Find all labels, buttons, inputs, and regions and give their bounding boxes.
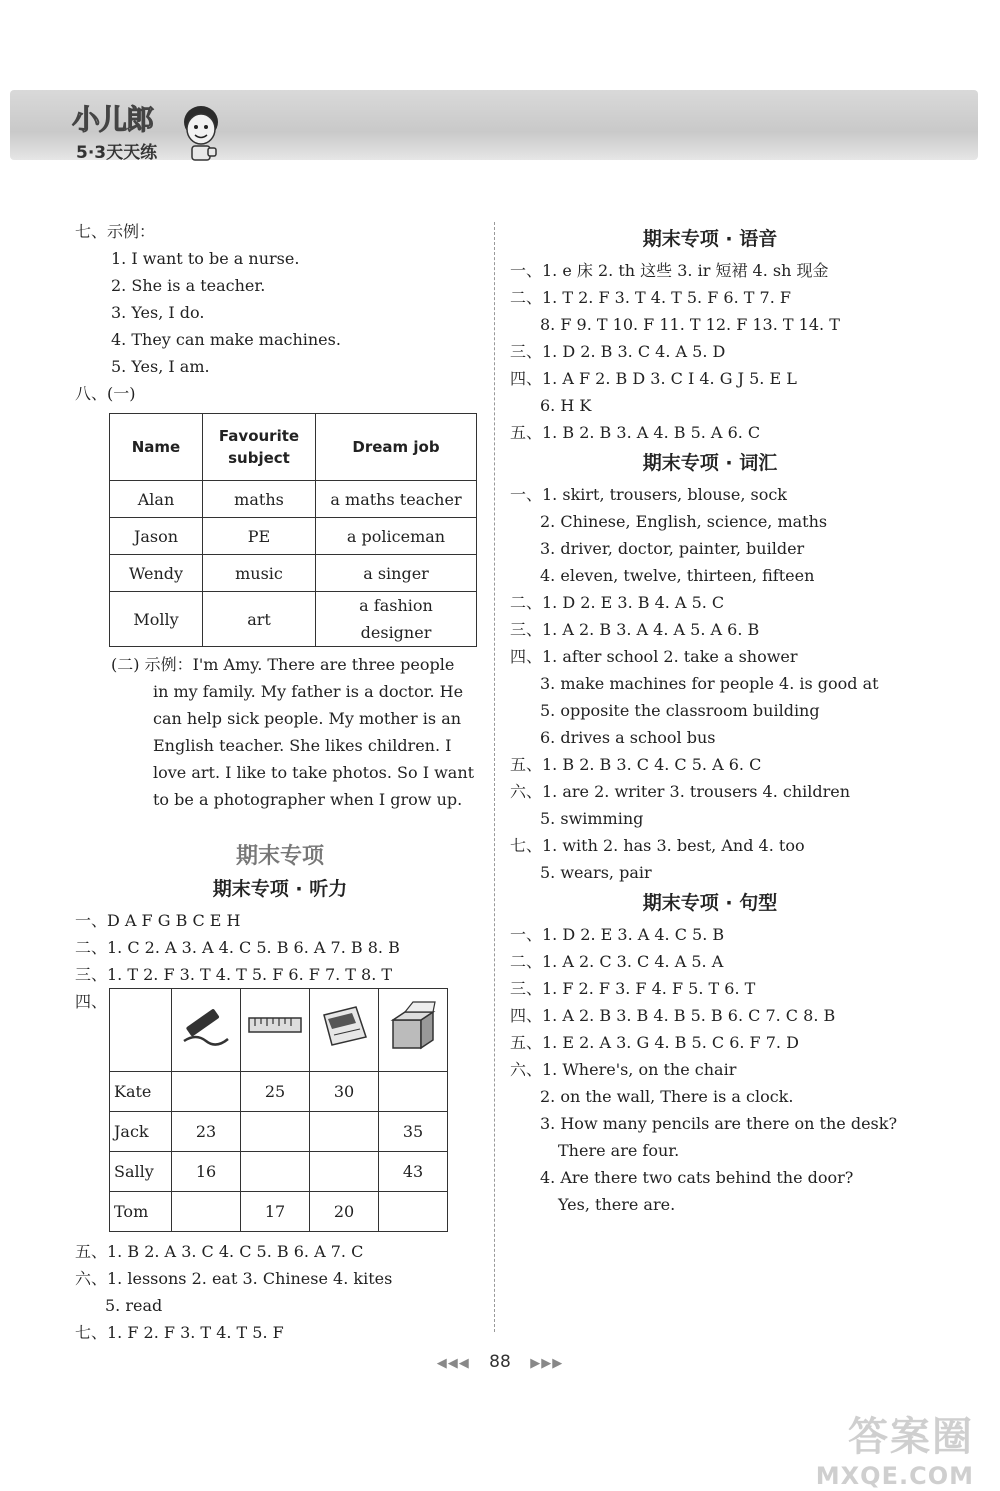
table-cell: Tom	[110, 1192, 172, 1232]
answer-line: 三、1. D 2. B 3. C 4. A 5. D	[510, 342, 726, 361]
answer-line: 六、1. are 2. writer 3. trousers 4. children	[510, 782, 851, 801]
stationery-table	[109, 988, 448, 1232]
box-icon	[385, 998, 441, 1054]
table-cell: 25	[241, 1072, 310, 1112]
answer-line: 三、1. A 2. B 3. A 4. A 5. A 6. B	[510, 620, 760, 639]
answer-line: 3. Yes, I do.	[111, 303, 205, 322]
watermark-url: MXQE.COM	[815, 1462, 974, 1490]
page-footer	[0, 1352, 1000, 1372]
left-arrows-icon: ◀◀◀	[436, 1356, 470, 1371]
table-row	[110, 1112, 448, 1152]
table-cell: maths	[203, 481, 316, 518]
answer-line: 5. Yes, I am.	[111, 357, 210, 376]
section-7-heading: 七、示例：	[75, 222, 156, 241]
book-icon	[316, 1001, 372, 1051]
dream-job-table	[109, 413, 477, 647]
table-row	[110, 555, 477, 592]
table-cell: a policeman	[316, 518, 477, 555]
phonics-title: 期末专项 · 语音	[642, 228, 778, 250]
answer-line: 二、1. D 2. E 3. B 4. A 5. C	[510, 593, 725, 612]
answer-line: 七、1. with 2. has 3. best, And 4. too	[510, 836, 805, 855]
answer-line: 六、1. Where's, on the chair	[510, 1060, 737, 1079]
answer-line: 3. driver, doctor, painter, builder	[540, 539, 805, 558]
answer-line: 一、1. skirt, trousers, blouse, sock	[510, 485, 788, 504]
column-divider	[494, 222, 495, 1332]
watermark	[816, 1405, 974, 1490]
answer-line: 8. F 9. T 10. F 11. T 12. F 13. T 14. T	[540, 315, 840, 334]
answer-line: 四、1. A 2. B 3. B 4. B 5. B 6. C 7. C 8. B	[510, 1006, 836, 1025]
table-cell: a fashion designer	[316, 592, 477, 647]
answer-line: 五、1. B 2. B 3. A 4. B 5. A 6. C	[510, 423, 761, 442]
answer-line: 四、1. after school 2. take a shower	[510, 647, 798, 666]
paragraph-line: in my family. My father is a doctor. He	[153, 682, 464, 701]
table-cell: music	[203, 555, 316, 592]
answer-line: 5. read	[105, 1296, 163, 1315]
table-cell: 20	[310, 1192, 379, 1232]
paragraph-line: can help sick people. My mother is an	[153, 709, 462, 728]
table-cell	[241, 989, 310, 1072]
answer-line: 2. She is a teacher.	[111, 276, 266, 295]
answer-line: 3. make machines for people 4. is good at	[540, 674, 879, 693]
answer-line: 二、1. T 2. F 3. T 4. T 5. F 6. T 7. F	[510, 288, 791, 307]
answer-line: Yes, there are.	[558, 1195, 676, 1214]
table-cell	[310, 989, 379, 1072]
table-cell: Wendy	[110, 555, 203, 592]
section-4-label: 四、	[75, 992, 108, 1011]
answer-line: 5. opposite the classroom building	[540, 701, 820, 720]
answer-line: 4. They can make machines.	[111, 330, 341, 349]
answer-line: 一、1. D 2. E 3. A 4. C 5. B	[510, 925, 725, 944]
paragraph-line: love art. I like to take photos. So I want	[153, 763, 475, 782]
answer-line: 一、1. e 床 2. th 这些 3. ir 短裙 4. sh 现金	[510, 261, 829, 280]
page-number: 88	[489, 1352, 511, 1372]
ruler-icon	[245, 1006, 305, 1046]
table-cell: PE	[203, 518, 316, 555]
brand-name: 小儿郎	[72, 103, 154, 136]
answer-line: There are four.	[558, 1141, 680, 1160]
boy-mascot-icon	[178, 102, 224, 162]
table-cell: Molly	[110, 592, 203, 647]
answer-line: 五、1. B 2. B 3. C 4. C 5. A 6. C	[510, 755, 762, 774]
table-cell	[310, 1152, 379, 1192]
table-cell: a maths teacher	[316, 481, 477, 518]
table-cell	[310, 1112, 379, 1152]
table-row	[110, 1152, 448, 1192]
table-cell: 17	[241, 1192, 310, 1232]
answer-line: 二、1. C 2. A 3. A 4. C 5. B 6. A 7. B 8. B	[75, 938, 400, 957]
table-row	[110, 1192, 448, 1232]
table-cell: Kate	[110, 1072, 172, 1112]
table-cell: art	[203, 592, 316, 647]
table-cell	[379, 1192, 448, 1232]
table-cell	[172, 1072, 241, 1112]
answer-line: 5. swimming	[540, 809, 644, 828]
answer-line: 1. I want to be a nurse.	[111, 249, 300, 268]
vocabulary-title: 期末专项 · 词汇	[642, 452, 778, 474]
answer-line: 三、1. T 2. F 3. T 4. T 5. F 6. F 7. T 8. T	[75, 965, 393, 984]
table-cell	[241, 1112, 310, 1152]
answer-line: 2. Chinese, English, science, maths	[540, 512, 828, 531]
answer-line: 2. on the wall, There is a clock.	[540, 1087, 794, 1106]
section-8-heading: 八、(一)	[75, 384, 136, 403]
right-arrows-icon: ▶▶▶	[530, 1356, 564, 1371]
table-cell	[172, 1192, 241, 1232]
table-cell	[110, 989, 172, 1072]
table-row	[110, 518, 477, 555]
table-cell: 43	[379, 1152, 448, 1192]
answer-line: 五、1. E 2. A 3. G 4. B 5. C 6. F 7. D	[510, 1033, 799, 1052]
table-cell	[379, 989, 448, 1072]
table-cell: Sally	[110, 1152, 172, 1192]
answer-line: 5. wears, pair	[540, 863, 652, 882]
brand-logo	[70, 98, 230, 168]
table-cell: 30	[310, 1072, 379, 1112]
table-cell: a singer	[316, 555, 477, 592]
table-cell: Alan	[110, 481, 203, 518]
answer-line: 4. eleven, twelve, thirteen, fifteen	[540, 566, 815, 585]
table-header: Favourite subject	[203, 414, 316, 481]
table-cell: 23	[172, 1112, 241, 1152]
answer-line: 六、1. lessons 2. eat 3. Chinese 4. kites	[75, 1269, 393, 1288]
table-cell: 35	[379, 1112, 448, 1152]
table-cell	[172, 989, 241, 1072]
table-header: Dream job	[316, 414, 477, 481]
left-column	[75, 218, 485, 1346]
table-cell	[379, 1072, 448, 1112]
brand-series: 5·3天天练	[76, 143, 158, 163]
answer-line: 七、1. F 2. F 3. T 4. T 5. F	[75, 1323, 284, 1342]
answer-line: 4. Are there two cats behind the door?	[540, 1168, 854, 1187]
paragraph-line: (二) 示例：I'm Amy. There are three people	[111, 655, 455, 674]
section-4-block	[75, 988, 485, 1232]
table-cell: Jack	[110, 1112, 172, 1152]
table-row	[110, 592, 477, 647]
table-row	[110, 1072, 448, 1112]
answer-line: 四、1. A F 2. B D 3. C I 4. G J 5. E L	[510, 369, 797, 388]
final-review-title: 期末专项	[235, 844, 324, 869]
table-cell	[241, 1152, 310, 1192]
table-cell: 16	[172, 1152, 241, 1192]
paragraph-line: to be a photographer when I grow up.	[153, 790, 463, 809]
table-header: Name	[110, 414, 203, 481]
answer-line: 二、1. A 2. C 3. C 4. A 5. A	[510, 952, 724, 971]
right-column	[510, 222, 910, 1218]
table-cell: Jason	[110, 518, 203, 555]
crayon-icon	[178, 1003, 234, 1049]
paragraph-line: English teacher. She likes children. I	[153, 736, 452, 755]
answer-line: 一、D A F G B C E H	[75, 911, 241, 930]
table-row	[110, 481, 477, 518]
answer-line: 五、1. B 2. A 3. C 4. C 5. B 6. A 7. C	[75, 1242, 364, 1261]
answer-line: 三、1. F 2. F 3. F 4. F 5. T 6. T	[510, 979, 756, 998]
answer-line: 3. How many pencils are there on the desk?	[540, 1114, 898, 1133]
listening-title: 期末专项 · 听力	[212, 878, 348, 900]
sentence-title: 期末专项 · 句型	[642, 892, 778, 914]
watermark-text: 答案圈	[848, 1414, 974, 1460]
answer-line: 6. H K	[540, 396, 592, 415]
answer-line: 6. drives a school bus	[540, 728, 716, 747]
